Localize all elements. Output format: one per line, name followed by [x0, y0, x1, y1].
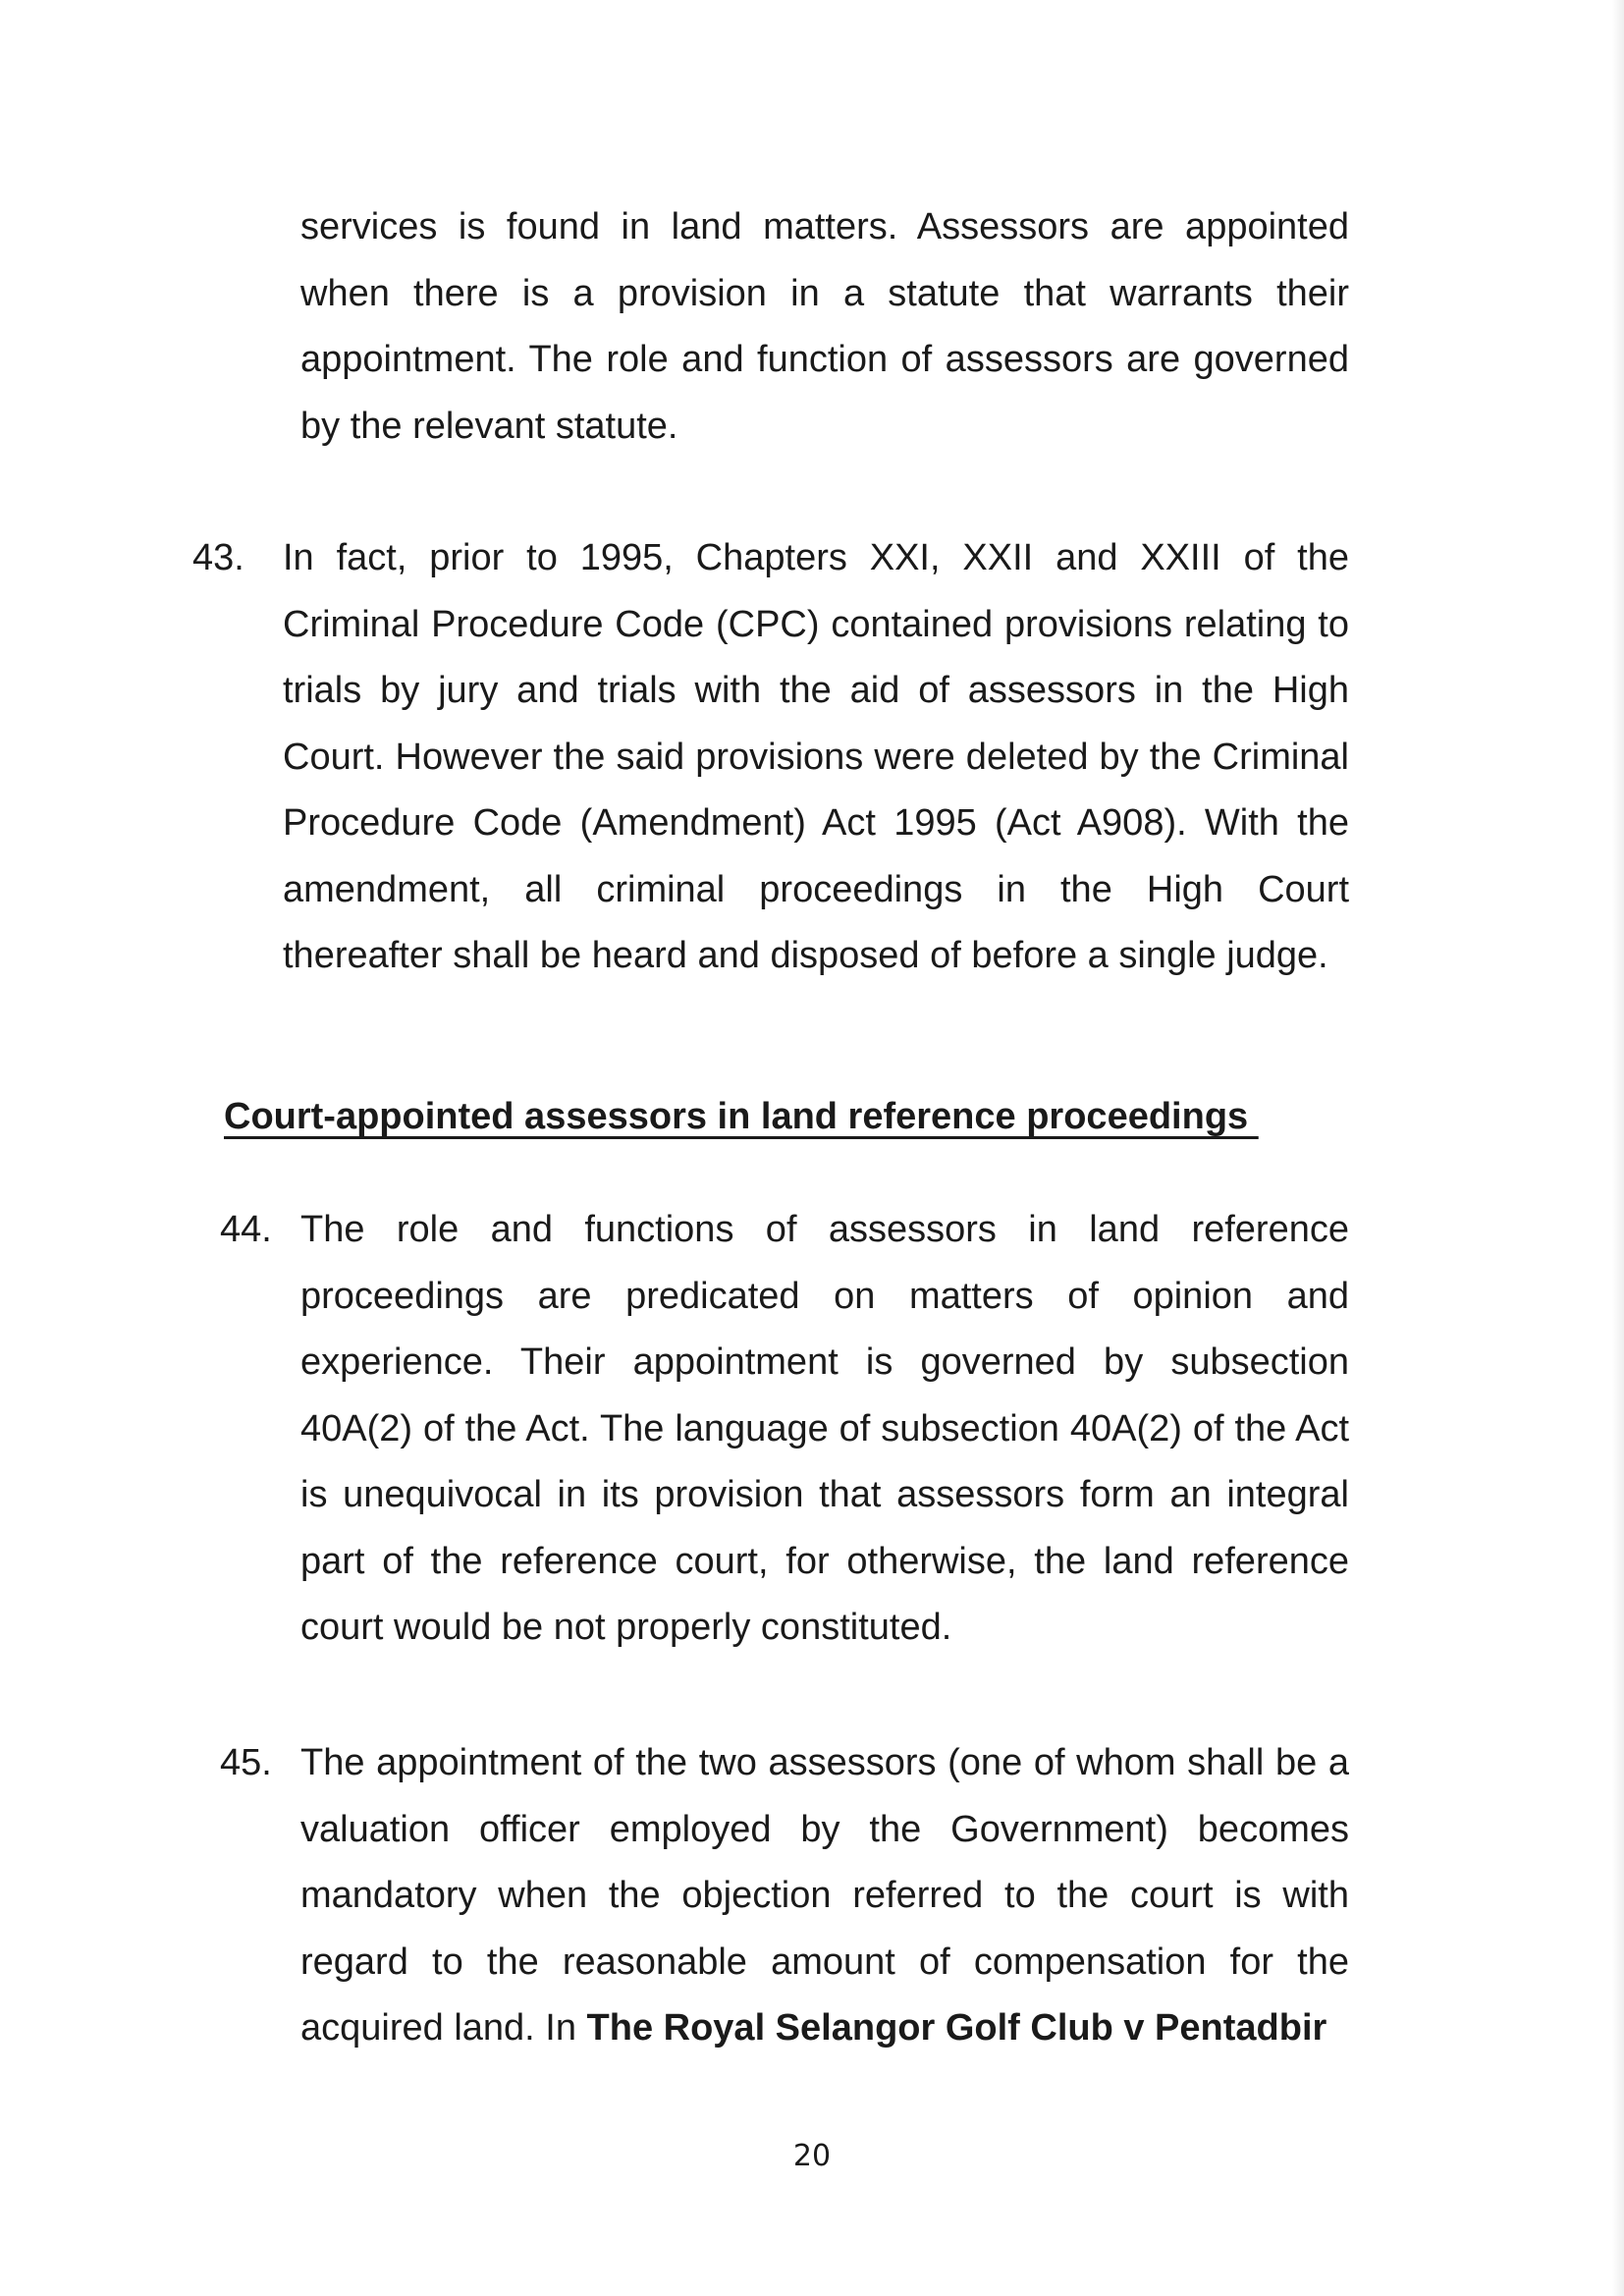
- intro-paragraph: [300, 194, 1349, 460]
- paragraph-45: [220, 1730, 1349, 2062]
- paragraph-text: The role and functions of assessors in land reference proceedings are predicated on matters of opinion and experience. Their appointment is governed by subsection 40A(2) of the Act. The language of subsection 40A(2) of the Act is unequivocal in its provision that assessors form an integral part of the reference court, for otherwise, the land reference court would be not properly constituted.: [300, 1209, 1349, 1648]
- paragraph-text: The appointment of the two assessors (one of whom shall be a valuation officer employed by the Government) becomes mandatory when the objection referred to the court is with regard to the reasonable amount of compensation for the acquired land. In: [300, 1742, 1349, 2049]
- intro-text: services is found in land matters. Assessors are appointed when there is a provision in a statute that warrants their appointment. The role and function of assessors are governed by the relevant statute.: [300, 206, 1349, 447]
- paragraph-number: 45.: [220, 1742, 272, 1783]
- paragraph-43: [192, 525, 1349, 990]
- page-edge: [1612, 0, 1624, 2296]
- paragraph-number: 44.: [220, 1209, 272, 1250]
- paragraph-number: 43.: [192, 537, 244, 578]
- page-number: 20: [792, 2139, 832, 2173]
- paragraph-text: In fact, prior to 1995, Chapters XXI, XXII and XXIII of the Criminal Procedure Code (CPC) contained provisions relating to trials by jury and trials with the aid of assessors in the High Court. However the said provisions were deleted by the Criminal Procedure Code (Amendment) Act 1995 (Act A908). With the amendment, all criminal proceedings in the High Court thereafter shall be heard and disposed of before a single judge.: [283, 537, 1349, 976]
- case-citation: The Royal Selangor Golf Club v Pentadbir: [586, 2007, 1327, 2049]
- paragraph-44: [220, 1197, 1349, 1662]
- section-heading: Court-appointed assessors in land reference proceedings: [224, 1096, 1259, 1137]
